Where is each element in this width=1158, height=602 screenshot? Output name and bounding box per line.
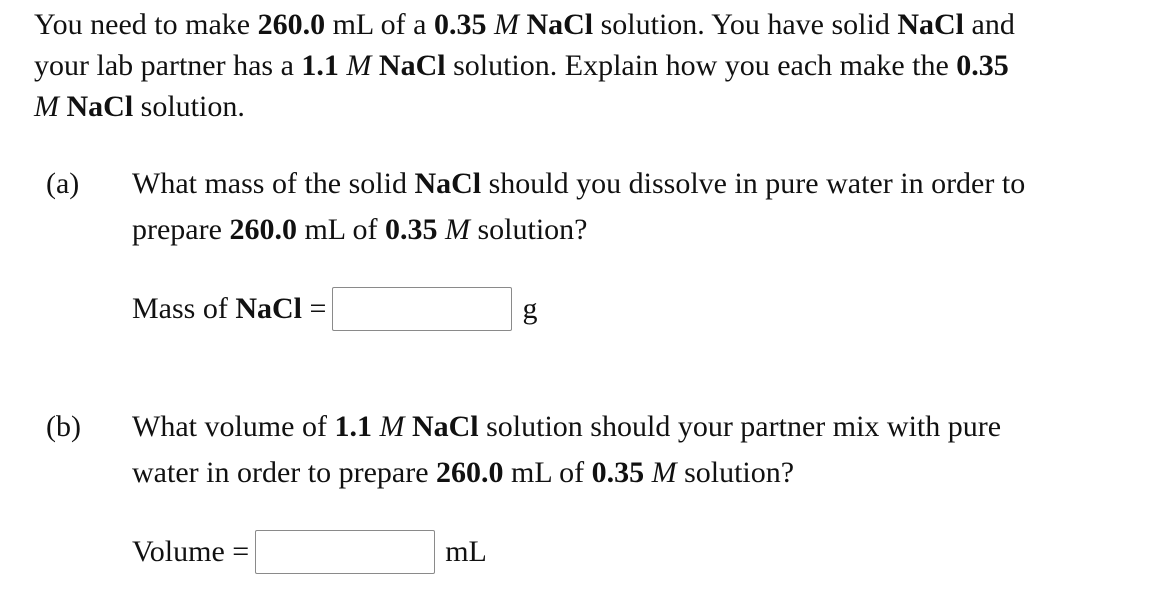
compound-name: NaCl bbox=[411, 410, 479, 443]
mass-input[interactable] bbox=[332, 287, 512, 331]
part-b-question: What volume of 1.1 M NaCl solution should your partner mix with pure water in order to prepare 260.0 mL of 0.35 M solution? bbox=[132, 410, 1002, 489]
compound-name: NaCl bbox=[526, 8, 594, 41]
mass-answer-label: Mass of NaCl = bbox=[132, 292, 327, 325]
intro-line-1: You need to make 260.0 mL of a 0.35 M NaCl solution. You have solid NaCl and bbox=[34, 8, 1015, 41]
volume-answer-row bbox=[132, 530, 487, 574]
volume-value: 260.0 bbox=[229, 213, 297, 246]
intro-line-2: your lab partner has a 1.1 M NaCl solution. Explain how you each make the 0.35 bbox=[34, 49, 1009, 82]
mass-answer-row bbox=[132, 287, 537, 331]
problem-intro bbox=[34, 4, 1144, 127]
concentration-value: 1.1 bbox=[301, 49, 339, 82]
compound-name: NaCl bbox=[414, 167, 482, 200]
molarity-unit: M bbox=[493, 8, 519, 41]
volume-unit: mL bbox=[445, 535, 487, 568]
part-b-label: (b) bbox=[46, 410, 81, 443]
concentration-value: 0.35 bbox=[956, 49, 1009, 82]
molarity-unit: M bbox=[444, 213, 470, 246]
volume-value: 260.0 bbox=[436, 456, 504, 489]
concentration-value: 0.35 bbox=[433, 8, 487, 41]
concentration-value: 0.35 bbox=[591, 456, 645, 489]
molarity-unit: M bbox=[34, 90, 59, 123]
compound-name: NaCl bbox=[66, 90, 134, 123]
volume-answer-label: Volume = bbox=[132, 535, 250, 568]
compound-name: NaCl bbox=[897, 8, 965, 41]
compound-name: NaCl bbox=[235, 292, 303, 325]
concentration-value: 1.1 bbox=[334, 410, 372, 443]
part-a-label: (a) bbox=[46, 167, 80, 200]
molarity-unit: M bbox=[346, 49, 372, 82]
mass-unit: g bbox=[522, 292, 538, 325]
volume-input[interactable] bbox=[255, 530, 435, 574]
intro-line-3: M NaCl solution. bbox=[34, 90, 245, 123]
part-a-question: What mass of the solid NaCl should you dissolve in pure water in order to prepare 260.0 mL of 0.35 M solution? bbox=[132, 167, 1026, 246]
concentration-value: 0.35 bbox=[384, 213, 438, 246]
molarity-unit: M bbox=[651, 456, 677, 489]
compound-name: NaCl bbox=[378, 49, 446, 82]
molarity-unit: M bbox=[379, 410, 405, 443]
volume-value: 260.0 bbox=[257, 8, 326, 41]
